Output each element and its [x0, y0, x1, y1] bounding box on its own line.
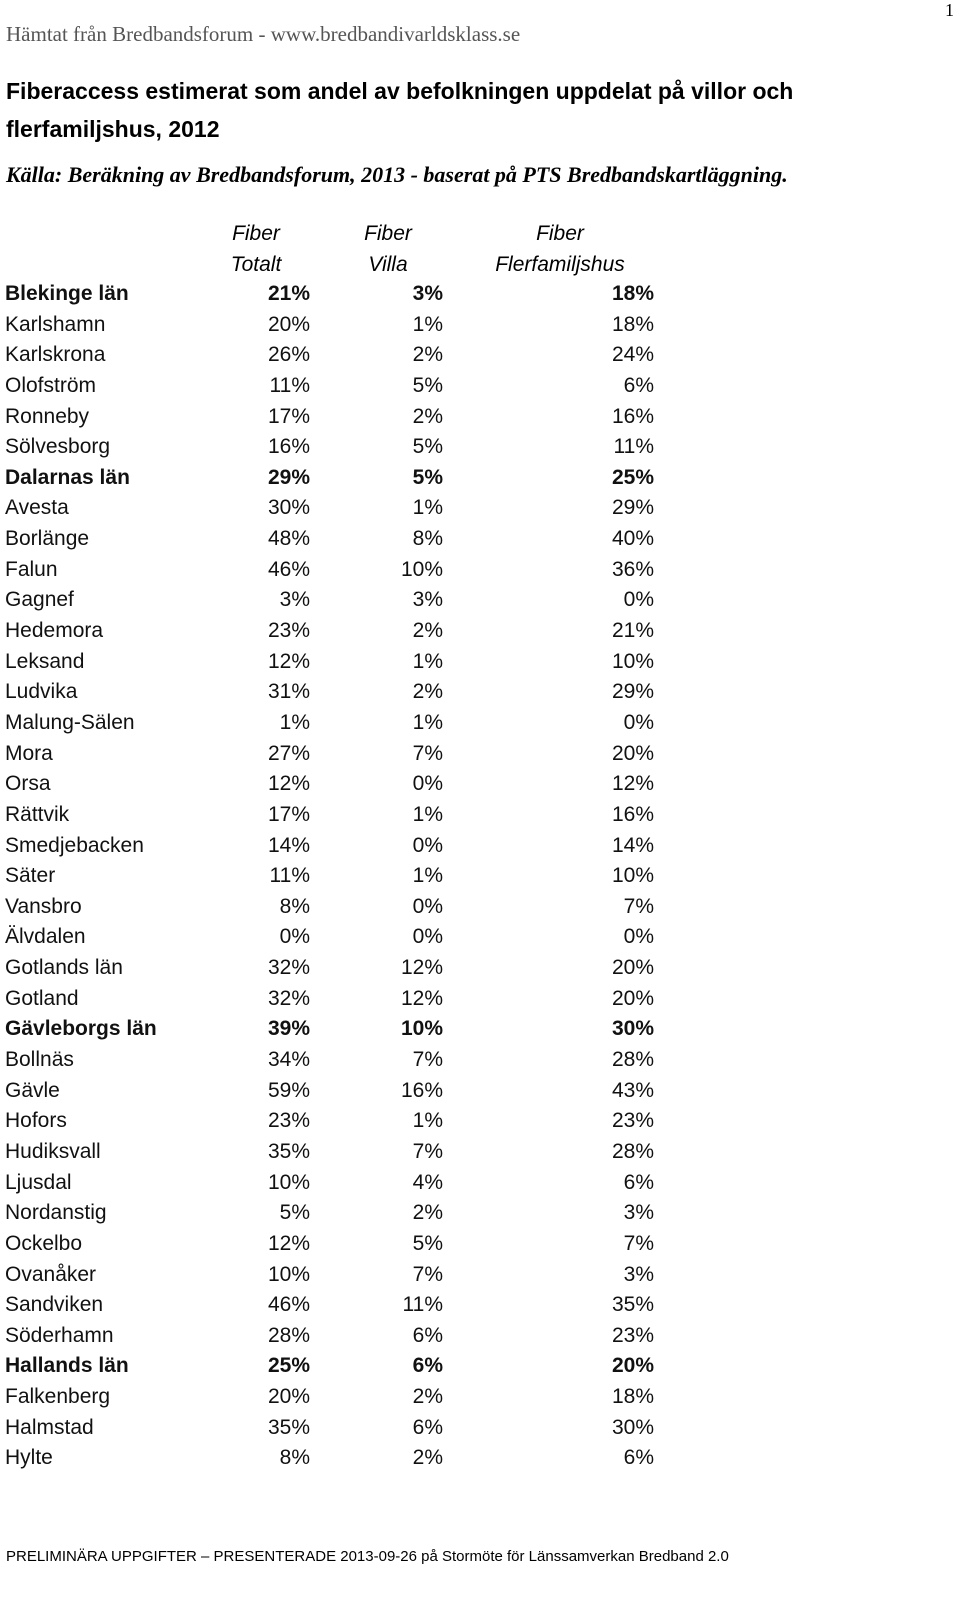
table-row	[0, 524, 680, 555]
cell-villa: 12%	[400, 956, 443, 980]
cell-flerfamiljshus: 18%	[611, 282, 654, 305]
row-name: Hylte	[5, 1446, 53, 1470]
cell-villa: 1%	[412, 864, 443, 888]
cell-villa: 2%	[412, 1385, 443, 1409]
cell-flerfamiljshus: 29%	[611, 680, 654, 704]
cell-villa: 8%	[412, 527, 443, 551]
cell-totalt: 32%	[267, 956, 310, 980]
cell-totalt: 20%	[267, 1385, 310, 1409]
row-name: Leksand	[5, 649, 85, 673]
column-header-flerfamiljshus	[480, 218, 640, 280]
cell-flerfamiljshus: 40%	[611, 527, 654, 551]
row-name: Ronneby	[5, 404, 90, 428]
cell-totalt: 29%	[267, 465, 310, 489]
table-row	[0, 1076, 680, 1107]
page-number: 1	[945, 0, 954, 20]
cell-flerfamiljshus: 0%	[623, 925, 654, 949]
table-row	[0, 310, 680, 341]
row-name: Olofström	[5, 373, 97, 397]
cell-totalt: 8%	[279, 1446, 310, 1470]
cell-totalt: 30%	[267, 496, 310, 520]
table-row	[0, 1137, 680, 1168]
table-row	[0, 402, 680, 433]
cell-villa: 7%	[412, 741, 443, 765]
cell-flerfamiljshus: 6%	[623, 1446, 654, 1470]
cell-villa: 5%	[412, 1231, 443, 1255]
cell-flerfamiljshus: 7%	[623, 1231, 654, 1255]
table-row	[0, 1198, 680, 1229]
cell-flerfamiljshus: 10%	[611, 649, 654, 673]
table-row	[0, 708, 680, 739]
cell-totalt: 35%	[267, 1139, 310, 1163]
cell-totalt: 23%	[267, 1109, 310, 1133]
cell-totalt: 27%	[267, 741, 310, 765]
row-name: Karlskrona	[5, 343, 106, 367]
cell-totalt: 16%	[267, 435, 310, 459]
cell-flerfamiljshus: 3%	[623, 1262, 654, 1286]
row-name: Säter	[5, 864, 56, 888]
cell-flerfamiljshus: 0%	[623, 588, 654, 612]
cell-totalt: 21%	[267, 282, 310, 305]
cell-villa: 0%	[412, 772, 443, 796]
cell-totalt: 46%	[267, 557, 310, 581]
table-row	[0, 555, 680, 586]
column-header-line: Flerfamiljshus	[495, 253, 625, 276]
table-row	[0, 1229, 680, 1260]
cell-flerfamiljshus: 10%	[611, 864, 654, 888]
cell-totalt: 3%	[279, 588, 310, 612]
row-name: Gotlands län	[5, 956, 123, 980]
table-row	[0, 279, 680, 310]
row-name: Borlänge	[5, 527, 90, 551]
cell-villa: 1%	[412, 1109, 443, 1133]
row-name: Ljusdal	[5, 1170, 72, 1194]
cell-totalt: 17%	[267, 404, 310, 428]
cell-flerfamiljshus: 20%	[611, 741, 654, 765]
cell-villa: 10%	[400, 557, 443, 581]
cell-villa: 5%	[412, 435, 443, 459]
cell-villa: 4%	[412, 1170, 443, 1194]
cell-totalt: 28%	[267, 1323, 310, 1347]
column-header-line: Fiber	[232, 222, 280, 245]
cell-flerfamiljshus: 7%	[623, 894, 654, 918]
table-row	[0, 1382, 680, 1413]
row-name: Falkenberg	[5, 1385, 111, 1409]
row-name: Sandviken	[5, 1293, 104, 1317]
cell-villa: 1%	[412, 312, 443, 336]
table-row	[0, 739, 680, 770]
table-row	[0, 1351, 680, 1382]
document-title: Fiberaccess estimerat som andel av befolkningen uppdelat på villor och flerfamiljshus, 2012	[6, 78, 794, 142]
cell-villa: 2%	[412, 1201, 443, 1225]
row-name: Älvdalen	[5, 925, 86, 949]
cell-totalt: 1%	[279, 710, 310, 734]
row-name: Karlshamn	[5, 312, 106, 336]
cell-totalt: 14%	[267, 833, 310, 857]
table-row	[0, 585, 680, 616]
row-name: Hallands län	[5, 1354, 129, 1378]
cell-villa: 6%	[412, 1323, 443, 1347]
cell-flerfamiljshus: 35%	[611, 1293, 654, 1317]
row-name: Gagnef	[5, 588, 74, 612]
row-name: Ockelbo	[5, 1231, 83, 1255]
table-row	[0, 463, 680, 494]
cell-villa: 16%	[400, 1078, 443, 1102]
cell-flerfamiljshus: 23%	[611, 1109, 654, 1133]
cell-villa: 5%	[412, 465, 443, 489]
cell-flerfamiljshus: 18%	[611, 312, 654, 336]
row-name: Söderhamn	[5, 1323, 114, 1347]
cell-flerfamiljshus: 24%	[611, 343, 654, 367]
table-row	[0, 984, 680, 1015]
cell-flerfamiljshus: 25%	[611, 465, 654, 489]
table-row	[0, 1045, 680, 1076]
column-header-line: Fiber	[536, 222, 584, 245]
cell-villa: 0%	[412, 833, 443, 857]
cell-totalt: 11%	[269, 373, 310, 397]
cell-flerfamiljshus: 0%	[623, 710, 654, 734]
footer-note: PRELIMINÄRA UPPGIFTER – PRESENTERADE 2013-09-26 på Stormöte för Länssamverkan Bredband 2.0	[6, 1548, 729, 1565]
cell-totalt: 5%	[279, 1201, 310, 1225]
cell-villa: 6%	[412, 1354, 443, 1378]
cell-villa: 2%	[412, 343, 443, 367]
table-row	[0, 769, 680, 800]
column-header-totalt	[206, 218, 306, 280]
cell-flerfamiljshus: 21%	[611, 619, 654, 643]
table-header	[0, 218, 680, 280]
cell-totalt: 12%	[267, 649, 310, 673]
source-header: Hämtat från Bredbandsforum - www.bredbandivarldsklass.se	[6, 22, 521, 46]
cell-flerfamiljshus: 20%	[611, 1354, 654, 1378]
cell-villa: 11%	[402, 1293, 443, 1317]
row-name: Smedjebacken	[5, 833, 144, 857]
cell-flerfamiljshus: 20%	[611, 956, 654, 980]
cell-totalt: 34%	[267, 1048, 310, 1072]
row-name: Orsa	[5, 772, 51, 796]
cell-villa: 2%	[412, 619, 443, 643]
cell-totalt: 46%	[267, 1293, 310, 1317]
cell-villa: 2%	[412, 404, 443, 428]
cell-flerfamiljshus: 28%	[611, 1048, 654, 1072]
cell-totalt: 26%	[267, 343, 310, 367]
row-name: Bollnäs	[5, 1048, 74, 1072]
table-row	[0, 616, 680, 647]
cell-flerfamiljshus: 43%	[611, 1078, 654, 1102]
cell-villa: 3%	[412, 588, 443, 612]
cell-flerfamiljshus: 16%	[611, 404, 654, 428]
cell-villa: 10%	[400, 1017, 443, 1041]
cell-totalt: 35%	[267, 1415, 310, 1439]
row-name: Vansbro	[5, 894, 82, 918]
row-name: Malung-Sälen	[5, 710, 135, 734]
cell-flerfamiljshus: 36%	[611, 557, 654, 581]
table-row	[0, 340, 680, 371]
cell-flerfamiljshus: 14%	[611, 833, 654, 857]
cell-villa: 2%	[412, 1446, 443, 1470]
cell-villa: 6%	[412, 1415, 443, 1439]
cell-flerfamiljshus: 6%	[623, 1170, 654, 1194]
row-name: Gävle	[5, 1078, 60, 1102]
cell-totalt: 12%	[267, 772, 310, 796]
row-name: Nordanstig	[5, 1201, 107, 1225]
table-row	[0, 892, 680, 923]
table-row	[0, 1413, 680, 1444]
row-name: Rättvik	[5, 802, 70, 826]
cell-villa: 5%	[412, 373, 443, 397]
cell-totalt: 10%	[267, 1262, 310, 1286]
row-name: Dalarnas län	[5, 465, 130, 489]
row-name: Blekinge län	[5, 282, 129, 305]
cell-flerfamiljshus: 28%	[611, 1139, 654, 1163]
cell-totalt: 48%	[267, 527, 310, 551]
table-row	[0, 800, 680, 831]
row-name: Ludvika	[5, 680, 78, 704]
row-name: Gotland	[5, 986, 79, 1010]
cell-totalt: 59%	[267, 1078, 310, 1102]
cell-villa: 3%	[412, 282, 443, 305]
cell-totalt: 8%	[279, 894, 310, 918]
table-row	[0, 647, 680, 678]
cell-villa: 2%	[412, 680, 443, 704]
cell-totalt: 0%	[279, 925, 310, 949]
table-row	[0, 1321, 680, 1352]
cell-flerfamiljshus: 11%	[613, 435, 654, 459]
cell-villa: 0%	[412, 894, 443, 918]
cell-flerfamiljshus: 6%	[623, 373, 654, 397]
cell-flerfamiljshus: 18%	[611, 1385, 654, 1409]
cell-villa: 0%	[412, 925, 443, 949]
table-row	[0, 493, 680, 524]
row-name: Gävleborgs län	[5, 1017, 157, 1041]
table-row	[0, 677, 680, 708]
cell-villa: 7%	[412, 1139, 443, 1163]
cell-flerfamiljshus: 16%	[611, 802, 654, 826]
cell-villa: 12%	[400, 986, 443, 1010]
cell-villa: 1%	[412, 710, 443, 734]
table-row	[0, 1106, 680, 1137]
row-name: Falun	[5, 557, 58, 581]
cell-totalt: 17%	[267, 802, 310, 826]
cell-totalt: 39%	[267, 1017, 310, 1041]
table-row	[0, 1443, 680, 1474]
row-name: Avesta	[5, 496, 69, 520]
cell-flerfamiljshus: 20%	[611, 986, 654, 1010]
column-header-line: Villa	[368, 253, 408, 276]
cell-totalt: 31%	[267, 680, 310, 704]
cell-totalt: 11%	[269, 864, 310, 888]
table-row	[0, 861, 680, 892]
cell-totalt: 12%	[267, 1231, 310, 1255]
row-name: Hofors	[5, 1109, 67, 1133]
cell-flerfamiljshus: 30%	[611, 1415, 654, 1439]
row-name: Halmstad	[5, 1415, 94, 1439]
table-row	[0, 371, 680, 402]
document-source: Källa: Beräkning av Bredbandsforum, 2013 - baserat på PTS Bredbandskartläggning.	[6, 162, 788, 187]
cell-villa: 1%	[412, 802, 443, 826]
cell-totalt: 32%	[267, 986, 310, 1010]
table-row	[0, 1014, 680, 1045]
table-row	[0, 953, 680, 984]
cell-villa: 1%	[412, 496, 443, 520]
table-row	[0, 831, 680, 862]
cell-flerfamiljshus: 30%	[611, 1017, 654, 1041]
cell-flerfamiljshus: 23%	[611, 1323, 654, 1347]
cell-totalt: 25%	[267, 1354, 310, 1378]
cell-totalt: 20%	[267, 312, 310, 336]
table-row	[0, 432, 680, 463]
cell-flerfamiljshus: 3%	[623, 1201, 654, 1225]
row-name: Mora	[5, 741, 53, 765]
cell-totalt: 23%	[267, 619, 310, 643]
column-header-villa	[338, 218, 438, 280]
data-table	[0, 279, 680, 1474]
column-header-line: Totalt	[230, 253, 282, 276]
table-row	[0, 1260, 680, 1291]
cell-villa: 7%	[412, 1048, 443, 1072]
row-name: Hudiksvall	[5, 1139, 101, 1163]
table-row	[0, 1290, 680, 1321]
cell-villa: 1%	[412, 649, 443, 673]
row-name: Sölvesborg	[5, 435, 111, 459]
row-name: Hedemora	[5, 619, 104, 643]
table-row	[0, 922, 680, 953]
table-row	[0, 1168, 680, 1199]
cell-flerfamiljshus: 12%	[611, 772, 654, 796]
row-name: Ovanåker	[5, 1262, 97, 1286]
column-header-line: Fiber	[364, 222, 412, 245]
cell-flerfamiljshus: 29%	[611, 496, 654, 520]
cell-totalt: 10%	[267, 1170, 310, 1194]
cell-villa: 7%	[412, 1262, 443, 1286]
